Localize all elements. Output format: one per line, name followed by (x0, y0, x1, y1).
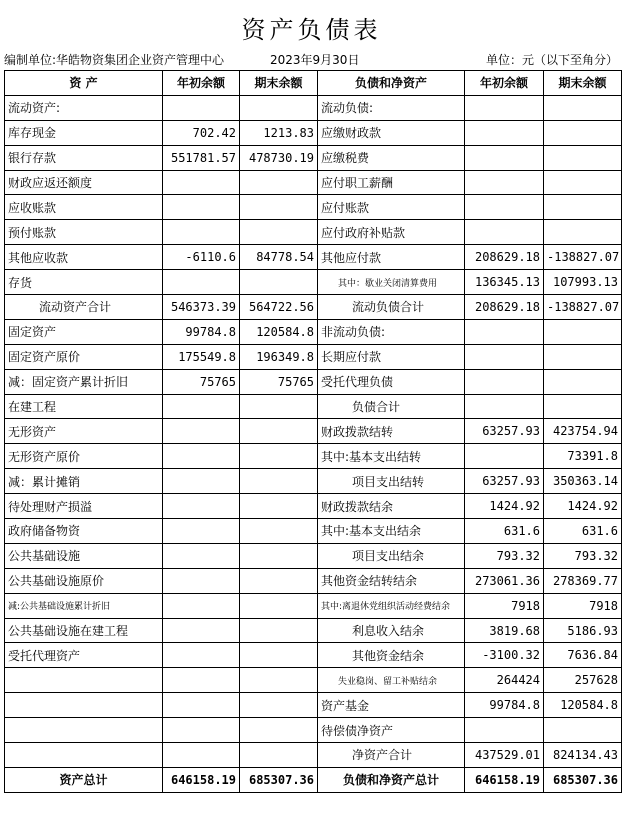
amount-cell (163, 519, 240, 544)
amount-cell: 7918 (544, 593, 622, 618)
amount-cell (240, 643, 318, 668)
amount-cell (240, 270, 318, 295)
table-row (5, 469, 622, 494)
amount-cell (163, 668, 240, 693)
table-row (5, 394, 622, 419)
amount-cell (163, 220, 240, 245)
item-label: 无形资产原价 (5, 444, 163, 469)
table-row (5, 419, 622, 444)
amount-cell (465, 394, 544, 419)
item-label: 受托代理资产 (5, 643, 163, 668)
amount-cell (163, 419, 240, 444)
table-row (5, 718, 622, 743)
amount-cell (163, 568, 240, 593)
amount-cell (240, 419, 318, 444)
item-label: 库存现金 (5, 120, 163, 145)
amount-cell: -3100.32 (465, 643, 544, 668)
amount-cell: 7918 (465, 593, 544, 618)
item-label: 待处理财产损溢 (5, 494, 163, 519)
amount-cell: 546373.39 (163, 295, 240, 320)
column-header: 期末余额 (544, 71, 622, 96)
amount-cell (163, 593, 240, 618)
item-label: 受托代理负债 (318, 369, 465, 394)
amount-cell: 824134.43 (544, 743, 622, 768)
amount-cell (240, 494, 318, 519)
item-label: 减:公共基础设施累计折旧 (5, 593, 163, 618)
table-row (5, 693, 622, 718)
item-label: 流动负债: (318, 95, 465, 120)
amount-cell (163, 743, 240, 768)
column-header: 负债和净资产 (318, 71, 465, 96)
amount-cell (240, 394, 318, 419)
amount-cell (240, 743, 318, 768)
item-label: 其中:基本支出结转 (318, 444, 465, 469)
amount-cell (240, 718, 318, 743)
table-row (5, 295, 622, 320)
amount-cell: 646158.19 (465, 767, 544, 792)
item-label (5, 668, 163, 693)
amount-cell (544, 95, 622, 120)
amount-cell: 264424 (465, 668, 544, 693)
column-header: 年初余额 (163, 71, 240, 96)
amount-cell: 3819.68 (465, 618, 544, 643)
item-label: 公共基础设施在建工程 (5, 618, 163, 643)
table-row (5, 519, 622, 544)
amount-cell: 478730.19 (240, 145, 318, 170)
amount-cell: 631.6 (465, 519, 544, 544)
amount-cell (163, 444, 240, 469)
item-label (5, 743, 163, 768)
item-label: 其中：歇业关闭清算费用 (318, 270, 465, 295)
org-name: 编制单位:华皓物资集团企业资产管理中心 (4, 53, 225, 67)
table-row (5, 643, 622, 668)
amount-cell (465, 718, 544, 743)
amount-cell: -138827.07 (544, 245, 622, 270)
amount-cell (163, 394, 240, 419)
amount-cell: 793.32 (465, 543, 544, 568)
item-label: 应收账款 (5, 195, 163, 220)
amount-cell: 84778.54 (240, 245, 318, 270)
item-label (5, 693, 163, 718)
amount-cell: 63257.93 (465, 419, 544, 444)
amount-cell: 120584.8 (240, 319, 318, 344)
item-label: 项目支出结转 (318, 469, 465, 494)
item-label: 其中:离退休党组织活动经费结余 (318, 593, 465, 618)
item-label: 利息收入结余 (318, 618, 465, 643)
amount-cell (240, 444, 318, 469)
item-label: 公共基础设施原价 (5, 568, 163, 593)
amount-cell (465, 145, 544, 170)
amount-cell (163, 195, 240, 220)
item-label: 减：累计摊销 (5, 469, 163, 494)
amount-cell (163, 618, 240, 643)
item-label: 在建工程 (5, 394, 163, 419)
page-title: 资产负债表 (241, 16, 382, 44)
amount-cell (240, 693, 318, 718)
amount-cell (163, 718, 240, 743)
table-row (5, 668, 622, 693)
table-row (5, 245, 622, 270)
amount-cell (240, 668, 318, 693)
item-label: 存货 (5, 270, 163, 295)
amount-cell (163, 693, 240, 718)
amount-cell: 196349.8 (240, 344, 318, 369)
item-label: 其他应收款 (5, 245, 163, 270)
item-label: 财政应返还额度 (5, 170, 163, 195)
table-row (5, 369, 622, 394)
item-label: 项目支出结余 (318, 543, 465, 568)
table-row (5, 120, 622, 145)
item-label: 减：固定资产累计折旧 (5, 369, 163, 394)
amount-cell (163, 494, 240, 519)
amount-cell: -6110.6 (163, 245, 240, 270)
item-label (5, 718, 163, 743)
table-row (5, 319, 622, 344)
amount-cell (163, 170, 240, 195)
table-row (5, 270, 622, 295)
amount-cell: 175549.8 (163, 344, 240, 369)
amount-cell (544, 344, 622, 369)
item-label: 财政拨款结余 (318, 494, 465, 519)
item-label: 其中:基本支出结余 (318, 519, 465, 544)
table-row (5, 344, 622, 369)
amount-cell (544, 369, 622, 394)
item-label: 其他资金结余 (318, 643, 465, 668)
item-label: 资产总计 (5, 767, 163, 792)
amount-cell: 1213.83 (240, 120, 318, 145)
amount-cell (544, 319, 622, 344)
amount-cell: 63257.93 (465, 469, 544, 494)
item-label: 资产基金 (318, 693, 465, 718)
amount-cell: 75765 (163, 369, 240, 394)
column-header: 资 产 (5, 71, 163, 96)
amount-cell (163, 469, 240, 494)
table-row (5, 195, 622, 220)
table-row (5, 494, 622, 519)
item-label: 财政拨款结转 (318, 419, 465, 444)
item-label: 固定资产原价 (5, 344, 163, 369)
amount-cell (544, 394, 622, 419)
amount-cell: 99784.8 (465, 693, 544, 718)
table-row (5, 618, 622, 643)
amount-cell: 120584.8 (544, 693, 622, 718)
table-row (5, 220, 622, 245)
amount-cell (240, 95, 318, 120)
amount-cell (465, 319, 544, 344)
amount-cell (240, 543, 318, 568)
amount-cell (544, 220, 622, 245)
item-label: 待偿债净资产 (318, 718, 465, 743)
amount-cell (163, 543, 240, 568)
amount-cell (465, 95, 544, 120)
item-label: 其他应付款 (318, 245, 465, 270)
amount-cell (465, 344, 544, 369)
amount-cell (240, 593, 318, 618)
item-label: 长期应付款 (318, 344, 465, 369)
amount-cell (544, 718, 622, 743)
amount-cell: 278369.77 (544, 568, 622, 593)
table-row (5, 95, 622, 120)
amount-cell: 136345.13 (465, 270, 544, 295)
item-label: 应付政府补贴款 (318, 220, 465, 245)
amount-cell (240, 170, 318, 195)
item-label: 应缴税费 (318, 145, 465, 170)
table-row (5, 568, 622, 593)
item-label: 政府储备物资 (5, 519, 163, 544)
amount-cell: 1424.92 (544, 494, 622, 519)
item-label: 银行存款 (5, 145, 163, 170)
item-label: 应付账款 (318, 195, 465, 220)
table-row (5, 743, 622, 768)
item-label: 负债合计 (318, 394, 465, 419)
amount-cell: 793.32 (544, 543, 622, 568)
amount-cell (163, 643, 240, 668)
amount-cell (544, 145, 622, 170)
item-label: 流动资产合计 (5, 295, 163, 320)
item-label: 固定资产 (5, 319, 163, 344)
item-label: 公共基础设施 (5, 543, 163, 568)
amount-cell: 551781.57 (163, 145, 240, 170)
amount-cell (163, 95, 240, 120)
amount-cell: 423754.94 (544, 419, 622, 444)
amount-cell: 7636.84 (544, 643, 622, 668)
item-label: 预付账款 (5, 220, 163, 245)
amount-cell: 350363.14 (544, 469, 622, 494)
amount-cell (465, 195, 544, 220)
table-row (5, 543, 622, 568)
item-label: 其他资金结转结余 (318, 568, 465, 593)
amount-cell: 564722.56 (240, 295, 318, 320)
total-row (5, 767, 622, 792)
item-label: 流动负债合计 (318, 295, 465, 320)
item-label: 无形资产 (5, 419, 163, 444)
amount-cell (240, 519, 318, 544)
table-row (5, 145, 622, 170)
currency-unit: 单位：元（以下至角分） (486, 53, 619, 67)
amount-cell: 437529.01 (465, 743, 544, 768)
amount-cell (240, 220, 318, 245)
table-row (5, 444, 622, 469)
amount-cell (465, 170, 544, 195)
item-label: 非流动负债: (318, 319, 465, 344)
amount-cell: -138827.07 (544, 295, 622, 320)
amount-cell (465, 444, 544, 469)
report-date: 2023年9月30日 (270, 53, 360, 67)
amount-cell: 5186.93 (544, 618, 622, 643)
amount-cell: 702.42 (163, 120, 240, 145)
amount-cell: 73391.8 (544, 444, 622, 469)
amount-cell: 631.6 (544, 519, 622, 544)
amount-cell (240, 195, 318, 220)
amount-cell: 1424.92 (465, 494, 544, 519)
table-row (5, 170, 622, 195)
amount-cell (465, 369, 544, 394)
amount-cell (240, 568, 318, 593)
amount-cell (544, 195, 622, 220)
amount-cell: 685307.36 (240, 767, 318, 792)
table-header-row (5, 71, 622, 96)
amount-cell (544, 120, 622, 145)
amount-cell: 257628 (544, 668, 622, 693)
item-label: 流动资产: (5, 95, 163, 120)
amount-cell: 99784.8 (163, 319, 240, 344)
amount-cell: 273061.36 (465, 568, 544, 593)
column-header: 年初余额 (465, 71, 544, 96)
item-label: 应付职工薪酬 (318, 170, 465, 195)
amount-cell (240, 469, 318, 494)
amount-cell: 646158.19 (163, 767, 240, 792)
item-label: 净资产合计 (318, 743, 465, 768)
amount-cell (240, 618, 318, 643)
amount-cell: 208629.18 (465, 245, 544, 270)
amount-cell: 685307.36 (544, 767, 622, 792)
table-row (5, 593, 622, 618)
balance-sheet-table (4, 70, 622, 793)
amount-cell (465, 220, 544, 245)
amount-cell (544, 170, 622, 195)
amount-cell: 208629.18 (465, 295, 544, 320)
amount-cell: 107993.13 (544, 270, 622, 295)
item-label: 失业稳岗、留工补贴结余 (318, 668, 465, 693)
amount-cell: 75765 (240, 369, 318, 394)
item-label: 应缴财政款 (318, 120, 465, 145)
item-label: 负债和净资产总计 (318, 767, 465, 792)
column-header: 期末余额 (240, 71, 318, 96)
amount-cell (163, 270, 240, 295)
amount-cell (465, 120, 544, 145)
